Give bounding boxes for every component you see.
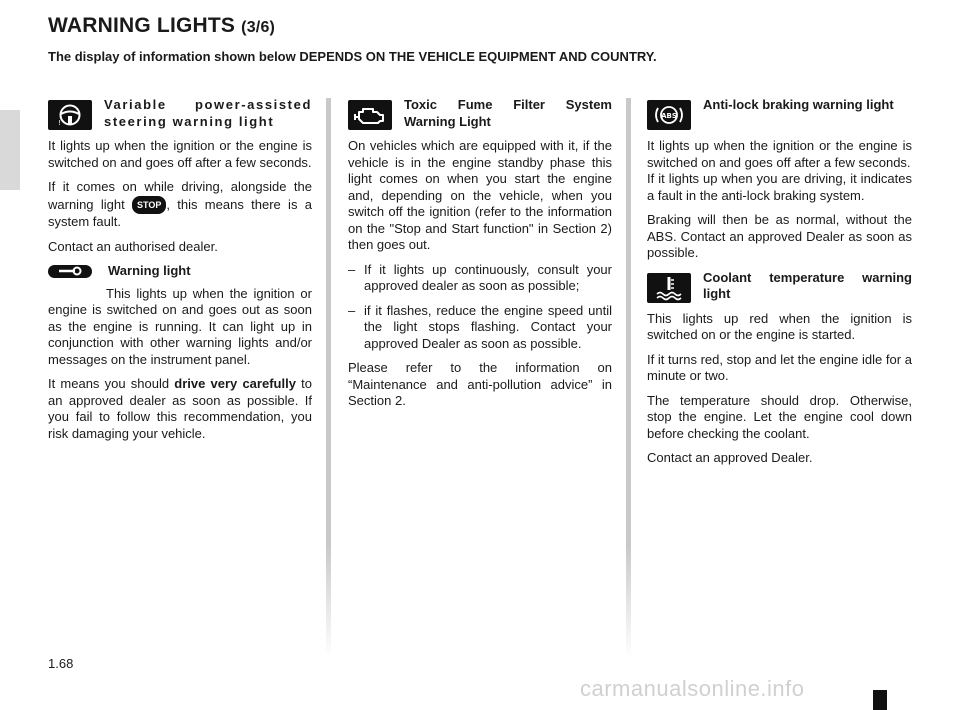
column-divider [626,98,631,658]
page-corner-marker [873,690,887,710]
watermark: carmanualsonline.info [580,676,805,701]
steering-warning-heading: Variable power-assisted steering warning light [104,97,312,129]
coolant-paragraph-1: This lights up red when the ignition is switched on or the engine is started. [647,310,912,342]
wrench-icon [48,265,92,278]
steering-warning-header [48,97,312,130]
warning-light-header [48,263,312,280]
page-title: WARNING LIGHTS (3/6) [48,14,276,37]
toxic-fume-paragraph-2: Please refer to the information on “Maintenance and anti-pollution advice” in Section 2. [348,360,612,408]
coolant-paragraph-4: Contact an approved Dealer. [647,450,813,465]
list-item: – if it flashes, reduce the engine speed until the light stops flashing. Contact your approved Dealer as soon as possible. [348,302,612,351]
warning-light-heading: Warning light [108,263,191,278]
coolant-thermometer-icon [647,273,691,303]
coolant-warning-header [647,270,912,303]
column-1 [48,97,312,450]
section-tab-marker [0,110,20,190]
page-part-indicator: (3/6) [241,19,276,36]
coolant-warning-heading: Coolant temperature warning light [703,269,912,301]
page-number: 1.68 [48,656,74,671]
toxic-fume-heading: Toxic Fume Filter System Warning Light [404,97,612,129]
abs-paragraph-1: It lights up when the ignition or the engine is switched on and goes off after a few seconds. If it lights up when you are driving, it indicates a fault in the anti-lock braking system. [647,138,912,203]
abs-warning-heading: Anti-lock braking warning light [703,97,894,112]
steering-wheel-icon [48,100,92,130]
warning-light-paragraph-2: It means you should drive very carefully to an approved dealer as soon as possible. If you fail to follow this recommendation, you risk damaging your vehicle. [48,376,312,441]
steering-paragraph-3: Contact an authorised dealer. [48,238,218,254]
abs-icon [647,100,691,130]
toxic-fume-header [348,97,612,130]
steering-paragraph-1: It lights up when the ignition or the engine is switched on and goes off after a few seconds. [48,138,312,170]
page-subtitle: The display of information shown below DEPENDS ON THE VEHICLE EQUIPMENT AND COUNTRY. [48,49,657,64]
warning-light-paragraph-1: This lights up when the ignition or engine is switched on and goes out as soon as the engine is running. It can light up in conjunction with other warning lights and/or messages on the instrument panel. [48,285,312,367]
coolant-paragraph-2: If it turns red, stop and let the engine idle for a minute or two. [647,351,912,383]
toxic-fume-paragraph-1: On vehicles which are equipped with it, if the vehicle is in the engine standby phase this light comes on when you start the engine and, depending on the vehicle, when you switch off the ignition (refer to the information on the "Stop and Start function" in Section 2) then goes out. [348,138,612,252]
engine-icon [348,100,392,130]
steering-paragraph-2: If it comes on while driving, alongside the warning light STOP , this means there is a system fault. [48,179,312,229]
abs-paragraph-2: Braking will then be as normal, without the ABS. Contact an approved Dealer as soon as possible. [647,212,912,260]
list-item: – If it lights up continuously, consult your approved dealer as soon as possible; [348,261,612,293]
abs-warning-header [647,97,912,130]
svg-text:!: ! [58,119,61,127]
coolant-paragraph-3: The temperature should drop. Otherwise, stop the engine. Let the engine cool down before checking the coolant. [647,392,912,441]
column-divider [326,98,331,658]
column-3 [647,97,912,475]
column-2 [348,97,612,418]
svg-text:ABS: ABS [661,112,677,120]
stop-icon: STOP [132,196,166,215]
